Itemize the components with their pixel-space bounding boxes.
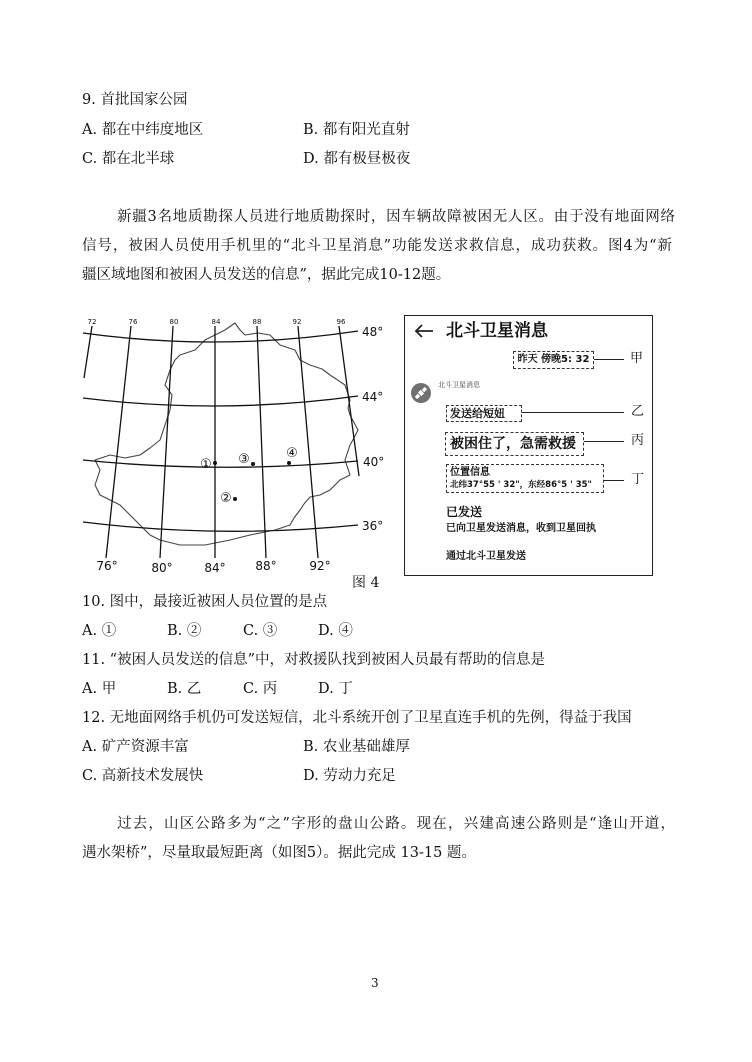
passage-1-line: 信号，被困人员使用手机里的“北斗卫星消息”功能发送求救信息，成功获救。图4为“新 xyxy=(82,238,672,254)
latitude-label: 40° xyxy=(363,455,385,469)
callout-label-bing: 丙 xyxy=(631,433,645,448)
callout-label-ding: 丁 xyxy=(631,472,645,487)
point-2-label: ② xyxy=(220,491,232,506)
top-longitude-label: 92 xyxy=(292,318,302,326)
callout-line-yi xyxy=(522,412,624,413)
top-longitude-label: 96 xyxy=(336,318,346,326)
xinjiang-grid-map xyxy=(80,316,390,578)
message-sender: 北斗卫星消息 xyxy=(438,381,480,389)
send-status-detail: 已向卫星发送消息，收到卫星回执 xyxy=(446,523,596,534)
xinjiang-outline xyxy=(95,323,358,545)
point-1-label: ① xyxy=(200,457,212,472)
point-4-label: ④ xyxy=(286,446,298,461)
bottom-longitude-label: 84° xyxy=(204,561,226,575)
bottom-longitude-label: 92° xyxy=(309,559,331,573)
question-9-option-b: B. 都有阳光直射 xyxy=(303,122,410,138)
page-number: 3 xyxy=(371,976,379,990)
callout-line-bing xyxy=(584,441,624,442)
parallel-44 xyxy=(83,396,358,406)
point-2-dot xyxy=(233,497,237,501)
bottom-longitude-label: 76° xyxy=(96,559,118,573)
question-11-option-a: A. 甲 xyxy=(82,681,117,697)
top-longitude-label: 84 xyxy=(211,318,221,326)
meridian-80 xyxy=(160,326,173,558)
question-11-option-d: D. 丁 xyxy=(318,681,353,697)
question-12-stem: 12. 无地面网络手机仍可发送短信，北斗系统开创了卫星直连手机的先例，得益于我国 xyxy=(82,710,632,726)
question-10-stem: 10. 图中，最接近被困人员位置的是点 xyxy=(82,594,328,610)
arrow-left-icon xyxy=(414,324,434,338)
callout-line-ding xyxy=(604,480,624,481)
point-3-dot xyxy=(251,462,255,466)
parallel-36 xyxy=(83,522,358,531)
passage-2-line: 遇水架桥”，尽量取最短距离（如图5）。据此完成 13-15 题。 xyxy=(82,845,476,861)
parallel-40 xyxy=(83,460,358,467)
message-time: 昨天 傍晚5: 32 xyxy=(513,351,594,369)
question-10-option-a: A. ① xyxy=(82,623,117,639)
figure-caption: 图 4 xyxy=(352,575,380,591)
question-12-option-b: B. 农业基础雄厚 xyxy=(303,739,410,755)
message-recipient: 发送给短妞 xyxy=(446,405,522,422)
callout-label-yi: 乙 xyxy=(631,404,645,419)
send-channel: 通过北斗卫星发送 xyxy=(446,551,526,562)
callout-line-jia xyxy=(594,359,624,360)
question-11-option-b: B. 乙 xyxy=(167,681,202,697)
question-10-option-d: D. ④ xyxy=(318,623,353,639)
passage-2-line: 过去，山区公路多为“之”字形的盘山公路。现在，兴建高速公路则是“逢山开道， xyxy=(117,816,675,832)
meridian-88 xyxy=(257,326,266,558)
meridian-96 xyxy=(339,326,359,476)
message-screen-title: 北斗卫星消息 xyxy=(446,321,548,341)
question-11-stem: 11. “被困人员发送的信息”中，对救援队找到被困人员最有帮助的信息是 xyxy=(82,652,545,668)
question-9-option-a: A. 都在中纬度地区 xyxy=(82,122,204,138)
latitude-label: 36° xyxy=(362,519,384,533)
top-longitude-label: 72 xyxy=(87,318,97,326)
passage-1-line: 疆区域地图和被困人员发送的信息”，据此完成10-12题。 xyxy=(82,267,451,283)
meridian-lines xyxy=(84,326,359,558)
satellite-icon xyxy=(411,383,431,403)
question-12-option-c: C. 高新技术发展快 xyxy=(82,768,204,784)
question-10-option-c: C. ③ xyxy=(243,623,278,639)
question-9-stem: 9. 首批国家公园 xyxy=(82,92,188,108)
meridian-76 xyxy=(106,326,131,558)
top-longitude-label: 76 xyxy=(128,318,138,326)
bottom-longitude-label: 88° xyxy=(255,559,277,573)
callout-label-jia: 甲 xyxy=(630,351,644,366)
point-1-dot xyxy=(213,461,217,465)
question-12-option-a: A. 矿产资源丰富 xyxy=(82,739,189,755)
point-3-label: ③ xyxy=(238,452,250,467)
location-coordinates: 北纬37°55 ' 32"，东经86°5 ' 35" xyxy=(450,480,592,490)
question-9-option-c: C. 都在北半球 xyxy=(82,151,175,167)
top-longitude-label: 88 xyxy=(252,318,262,326)
location-title: 位置信息 xyxy=(450,467,490,478)
passage-1-line: 新疆3名地质勘探人员进行地质勘探时，因车辆故障被困无人区。由于没有地面网络 xyxy=(117,209,675,225)
message-location xyxy=(446,464,604,493)
question-9-option-d: D. 都有极昼极夜 xyxy=(303,151,411,167)
meridian-92 xyxy=(298,326,318,558)
message-body: 被困住了，急需救援 xyxy=(445,432,584,456)
bottom-longitude-label: 80° xyxy=(151,561,173,575)
question-12-option-d: D. 劳动力充足 xyxy=(303,768,396,784)
latitude-label: 44° xyxy=(362,390,384,404)
latitude-label: 48° xyxy=(362,325,384,339)
top-longitude-label: 80 xyxy=(169,318,179,326)
question-11-option-c: C. 丙 xyxy=(243,681,278,697)
beidou-message-screen xyxy=(404,315,653,576)
question-10-option-b: B. ② xyxy=(167,623,202,639)
send-status: 已发送 xyxy=(446,505,483,519)
point-4-dot xyxy=(287,461,291,465)
